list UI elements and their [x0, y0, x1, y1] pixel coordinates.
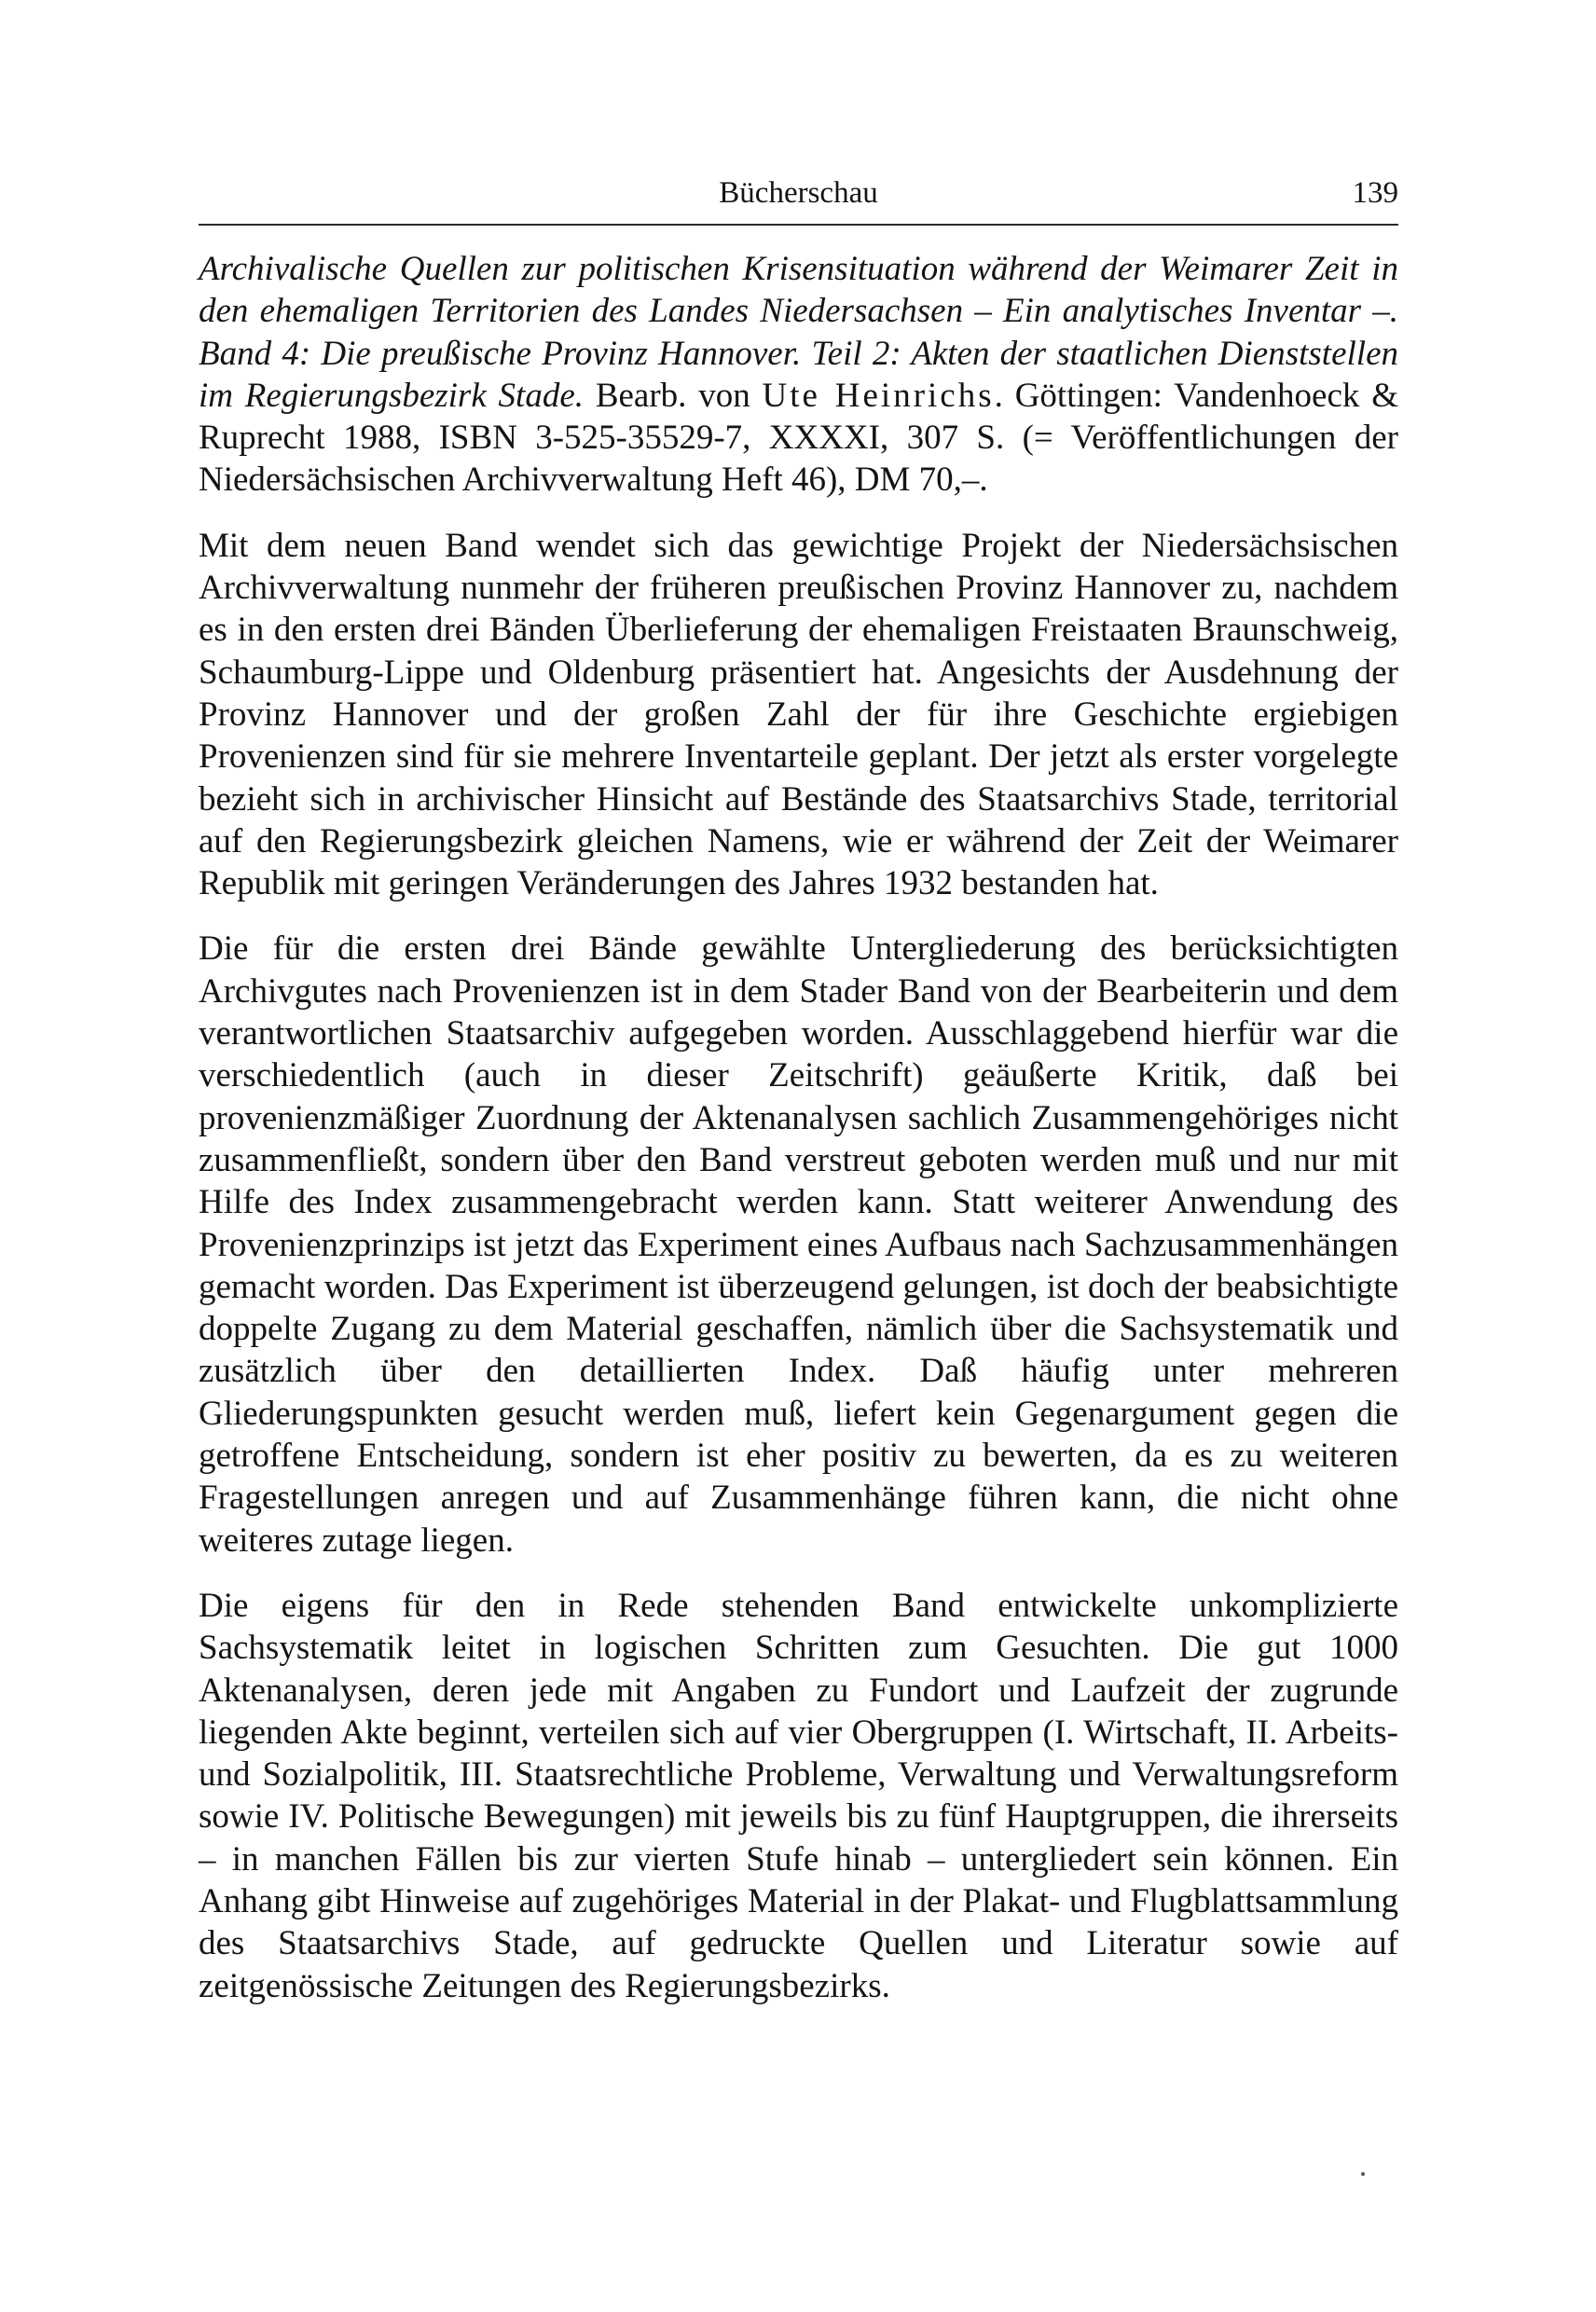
running-head [199, 170, 1398, 216]
running-title: Bücherschau [719, 176, 878, 210]
review-paragraph: Die für die ersten drei Bände gewählte Untergliederung des berücksichtigten Archivgutes nach Provenienzen ist in dem Stader Band von der Bearbeiterin und dem verantwortlichen Staatsarchiv aufgegeben worden. Ausschlaggebend hierfür war die verschiedentlich (auch in dieser Zeitschrift) geäußerte Kritik, daß bei provenienzmäßiger Zuordnung der Aktenanalysen sachlich Zusammengehöriges nicht zusammenfließt, sondern über den Band verstreut geboten werden muß und nur mit Hilfe des Index zusammengebracht werden kann. Statt weiterer Anwendung des Provenienzprinzips ist jetzt das Experiment eines Aufbaus nach Sachzusammenhängen gemacht worden. Das Experiment ist überzeugend gelungen, ist doch der beabsichtigte doppelte Zugang zu dem Material geschaffen, nämlich über die Sachsystematik und zusätzlich über den detaillierten Index. Daß häufig unter mehreren Gliederungspunkten gesucht werden muß, liefert kein Gegenargument gegen die getroffene Entscheidung, sondern ist eher positiv zu bewerten, da es zu weiteren Fragestellungen anregen und auf Zusammenhänge führen kann, die nicht ohne weiteres zutage liegen. [199, 929, 1398, 1560]
review-paragraph: Die eigens für den in Rede stehenden Band entwickelte unkomplizierte Sachsystematik leitet in logischen Schritten zum Gesuchten. Die gut 1000 Aktenanalysen, deren jede mit Angaben zu Fundort und Laufzeit der zugrunde liegenden Akte beginnt, verteilen sich auf vier Obergruppen (I. Wirtschaft, II. Arbeits- und Sozialpolitik, III. Staatsrechtliche Probleme, Verwaltung und Verwaltungsreform sowie IV. Politische Bewegungen) mit jeweils bis zu fünf Hauptgruppen, die ihrerseits – in manchen Fällen bis zur vierten Stufe hinab – untergliedert sein können. Ein Anhang gibt Hinweise auf zugehöriges Material in der Plakat- und Flugblattsammlung des Staatsarchivs Stade, auf gedruckte Quellen und Literatur sowie auf zeitgenössische Zeitungen des Regierungsbezirks. [199, 1586, 1398, 2005]
editor-prefix: Bearb. von [595, 376, 750, 415]
bibliographic-entry: Archivalische Quellen zur politischen Krisensituation während der Weimarer Zeit in den ehemaligen Territorien des Landes Niedersachsen – Ein analytisches Inventar –. Band 4: Die preußische Provinz Hannover. Teil 2: Akten der staatlichen Dienststellen im Regierungsbezirk Stade. Bearb. von Ute Heinrichs. Göttingen: Vandenhoeck & Ruprecht 1988, ISBN 3-525-35529-7, XXXXI, 307 S. (= Veröffentlichungen der Niedersächsischen Archivverwaltung Heft 46), DM 70,–. [199, 250, 1398, 500]
review-paragraph: Mit dem neuen Band wendet sich das gewichtige Projekt der Niedersächsischen Archivverwaltung nunmehr der früheren preußischen Provinz Hannover zu, nachdem es in den ersten drei Bänden Überlieferung der ehemaligen Freistaaten Braunschweig, Schaumburg-Lippe und Oldenburg präsentiert hat. Angesichts der Ausdehnung der Provinz Hannover und der großen Zahl der für ihre Geschichte ergiebigen Provenienzen sind für sie mehrere Inventarteile geplant. Der jetzt als erster vorgelegte bezieht sich in archivischer Hinsicht auf Bestände des Staatsarchivs Stade, territorial auf den Regierungsbezirk gleichen Namens, wie er während der Zeit der Weimarer Republik mit geringen Veränderungen des Jahres 1932 bestanden hat. [199, 526, 1398, 903]
header-rule [199, 224, 1398, 226]
body-column [199, 248, 1398, 2030]
publication-details: Göttingen: Vandenhoeck & Ruprecht 1988, ISBN 3-525-35529-7, XXXXI, 307 S. (= Veröffentlichungen der Niedersächsischen Archivverwaltung Heft 46), DM 70,–. [199, 376, 1398, 500]
book-title: Archivalische Quellen zur politischen Krisensituation während der Weimarer Zeit in den ehemaligen Territorien des Landes Niedersachsen – Ein analytisches Inventar –. Band 4: Die preußische Provinz Hannover. Teil 2: Akten der staatlichen Dienststellen im Regierungsbezirk Stade. [199, 250, 1398, 415]
editor-name: Ute Heinrichs [762, 376, 995, 415]
page-speck [1361, 2172, 1365, 2176]
page-number: 139 [1352, 176, 1398, 210]
